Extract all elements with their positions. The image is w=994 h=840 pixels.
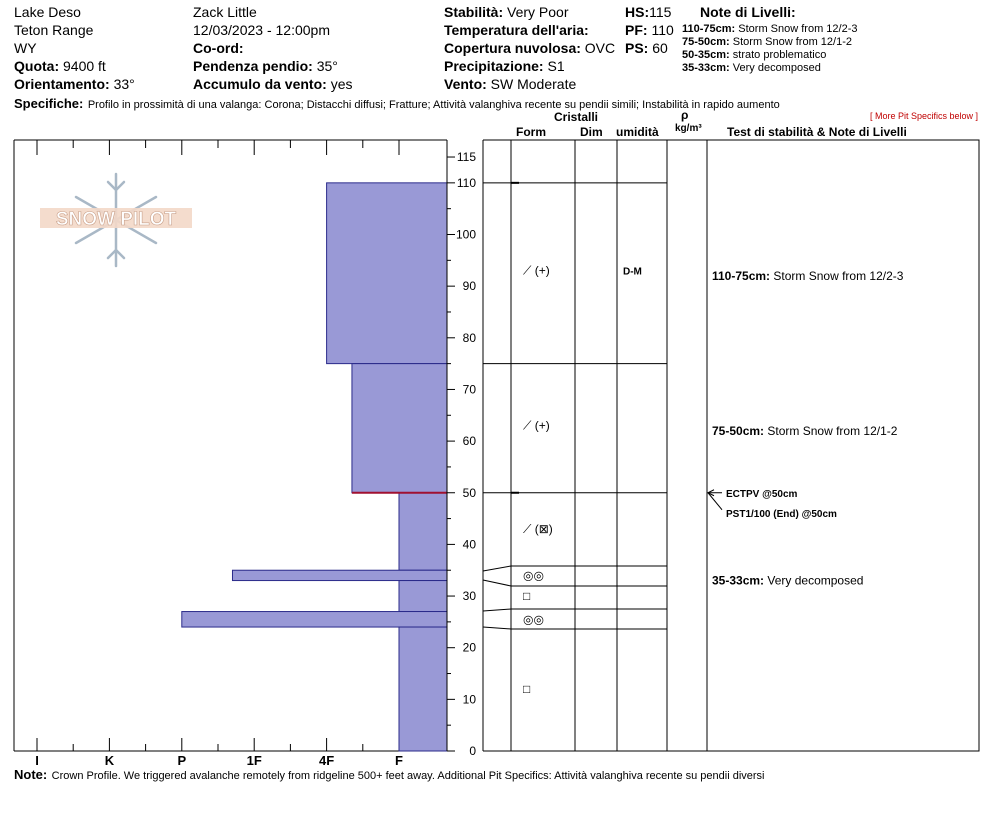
hardness-tick-label: F (395, 753, 403, 768)
elevation-label: Quota: (14, 58, 60, 74)
layer-note-range: 50-35cm: (682, 49, 733, 61)
depth-tick-label: 60 (462, 434, 476, 449)
depth-tick-label: 10 (462, 692, 476, 707)
grain-form-symbol: □ (523, 589, 531, 604)
layer-boundary-connector (483, 580, 511, 586)
layer-note-range: 75-50cm: (682, 36, 733, 48)
hardness-tick-label: 1F (246, 753, 262, 768)
observer: Zack Little (193, 4, 257, 20)
stability-test-label: PST1/100 (End) @50cm (726, 508, 837, 520)
hardness-layer-bar (182, 612, 447, 627)
precip-label: Precipitazione: (444, 58, 544, 74)
layer-boundary-connector (483, 566, 511, 571)
grain-form-symbol: ◎◎ (523, 612, 544, 627)
depth-tick-label: 70 (462, 382, 476, 397)
air-temp-label: Temperatura dell'aria: (444, 22, 589, 38)
layer-note-text: Storm Snow from 12/1-2 (732, 36, 852, 48)
footer-note (14, 767, 765, 783)
layer-notes-title: Note di Livelli: (700, 4, 796, 20)
hardness-tick-label: 4F (319, 753, 335, 768)
depth-tick-label: 50 (462, 485, 476, 500)
slope-value: 35° (316, 58, 338, 74)
grain-form-symbol: ◎◎ (523, 568, 544, 583)
range: Teton Range (14, 22, 94, 38)
logo-text: SNOW PILOT (55, 209, 177, 230)
specifics-text: Profilo in prossimità di una valanga: Corona; Distacchi diffusi; Fratture; Attività valanghiva recente su pendii simili; Instabilità in rapido aumento (87, 99, 780, 111)
grain-form-symbol: ⟋ (+) (523, 418, 550, 433)
note-label: Note: (14, 767, 48, 782)
chart-layer-note-text: Storm Snow from 12/2-3 (773, 268, 904, 283)
moisture-header: umidità (616, 125, 659, 139)
wind-loading-label: Accumulo da vento: (193, 76, 327, 92)
depth-tick-label: 90 (462, 279, 476, 294)
specifics-label: Specifiche: (14, 96, 84, 111)
coord-label: Co-ord: (193, 40, 244, 56)
pf-label: PF: (625, 22, 648, 38)
depth-tick-label: 0 (469, 744, 476, 758)
hardness-layer-bar (327, 183, 447, 364)
location: Lake Deso (14, 4, 81, 20)
hardness-tick-label: I (35, 753, 39, 768)
density-header: kg/m³ (675, 123, 702, 134)
test-arrow-line-2 (708, 493, 722, 510)
crystals-header: Cristalli (554, 110, 599, 124)
note-text: Crown Profile. We triggered avalanche remotely from ridgeline 500+ feet away. Additional Pit Specifics: Attività valanghiva recente su pendii diversi (51, 770, 765, 782)
hs-label: HS: (625, 4, 650, 20)
layer-boundary-connector (483, 609, 511, 611)
chart-layer-note-range: 75-50cm: (712, 423, 768, 438)
datetime: 12/03/2023 - 12:00pm (193, 22, 330, 38)
layer-note-text: strato problematico (732, 49, 827, 61)
ps-label: PS: (625, 40, 649, 56)
more-pit-specifics-link[interactable]: [ More Pit Specifics below ] (870, 111, 979, 121)
depth-tick-label: 20 (462, 640, 476, 655)
stability-test-label: ECTPV @50cm (726, 488, 798, 500)
depth-tick-label: 30 (462, 589, 476, 604)
aspect-label: Orientamento: (14, 76, 110, 92)
layer-note-range: 35-33cm: (682, 62, 733, 74)
wind-loading-value: yes (330, 76, 353, 92)
stability-label: Stabilità: (444, 4, 504, 20)
layer-note-text: Very decomposed (732, 62, 821, 74)
chart-layer-note-text: Storm Snow from 12/1-2 (767, 423, 898, 438)
grain-form-symbol: ⟋ (⊠) (523, 521, 553, 536)
stability-value: Very Poor (507, 4, 569, 20)
moisture-label: D-M (623, 266, 642, 278)
hardness-layer-bar (399, 627, 447, 751)
chart-layer-note-range: 110-75cm: (712, 268, 774, 283)
chart-layer-note (712, 424, 898, 438)
elevation-value: 9400 ft (63, 58, 106, 74)
chart-layer-note-range: 35-33cm: (712, 573, 768, 588)
tests-header: Test di stabilità & Note di Livelli (727, 125, 907, 139)
precip-value: S1 (547, 58, 565, 74)
layer-note-text: Storm Snow from 12/2-3 (738, 23, 858, 35)
crystal-table-frame (511, 140, 979, 751)
pf-value: 110 (651, 22, 674, 38)
wind-label: Vento: (444, 76, 487, 92)
layer-boundary-connector (483, 627, 511, 629)
hs-value: 115 (649, 4, 672, 20)
ps-value: 60 (652, 40, 668, 56)
aspect-value: 33° (113, 76, 135, 92)
sky-label: Copertura nuvolosa: (444, 40, 581, 56)
size-header: Dim (580, 125, 603, 139)
rho-header: ρ (681, 108, 689, 122)
depth-tick-label: 80 (462, 330, 476, 345)
depth-tick-label: 100 (455, 227, 476, 242)
layer-note-range: 110-75cm: (682, 23, 739, 35)
depth-tick-label: 115 (456, 150, 476, 165)
chart-layer-note-text: Very decomposed (767, 573, 864, 588)
hardness-layer-bar (399, 493, 447, 570)
state: WY (14, 40, 37, 56)
sky-value: OVC (584, 40, 616, 56)
depth-tick-label: 110 (456, 175, 476, 190)
hardness-tick-label: P (177, 753, 187, 768)
slope-label: Pendenza pendio: (193, 58, 313, 74)
hardness-layer-bar (399, 581, 447, 612)
wind-value: SW Moderate (490, 76, 577, 92)
hardness-layer-bar (232, 570, 447, 580)
grain-form-symbol: ⟋ (+) (523, 263, 550, 278)
grain-form-symbol: □ (523, 682, 531, 697)
form-header: Form (516, 125, 546, 139)
depth-tick-label: 40 (462, 537, 476, 552)
chart-layer-note (712, 574, 863, 588)
chart-layer-note (712, 269, 904, 283)
hardness-tick-label: K (104, 753, 115, 768)
hardness-layer-bar (352, 364, 447, 493)
